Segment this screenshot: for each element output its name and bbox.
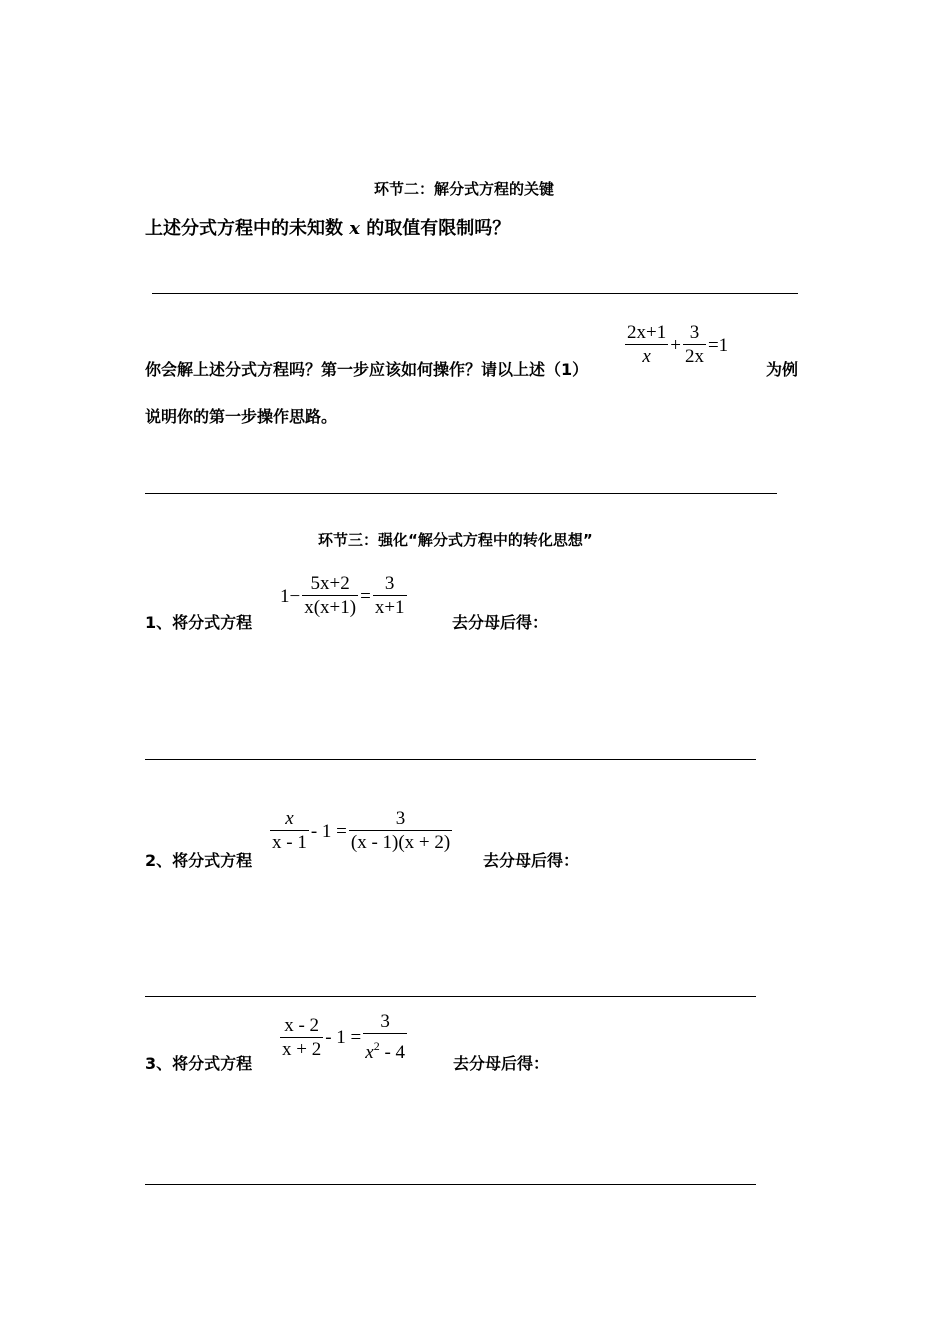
answer-line-2 [145, 493, 777, 494]
fraction-2 [683, 322, 706, 369]
question-variable-restriction [145, 214, 510, 240]
question2-line2: 说明你的第一步操作思路。 [145, 407, 338, 426]
item3-suffix: 去分母后得： [453, 1054, 550, 1073]
denominator: x+1 [374, 597, 405, 618]
numerator: 3 [689, 322, 700, 343]
fraction-2 [363, 1011, 407, 1065]
denominator: 2x [684, 346, 704, 367]
fraction-2 [373, 573, 407, 620]
question1-text-post: 的取值有限制吗？ [366, 218, 511, 239]
question2-suffix: 为例 [766, 360, 799, 379]
plus-sign: + [670, 334, 681, 356]
fraction-1 [302, 573, 358, 620]
numerator: x - 2 [284, 1014, 320, 1036]
section2-title: 环节二：解分式方程的关键 [374, 180, 555, 198]
minus-one-equals: - 1 = [325, 1027, 362, 1048]
equals-one: =1 [707, 334, 729, 356]
numerator: 3 [395, 808, 406, 829]
answer-line-5 [145, 1184, 756, 1185]
numerator: 5x+2 [310, 573, 350, 594]
denominator: (x - 1)(x + 2) [350, 832, 451, 853]
denominator: x + 2 [282, 1038, 322, 1060]
numerator: x [285, 808, 294, 829]
question1-variable: x [349, 218, 361, 239]
denominator-exponent: 2 [373, 1039, 380, 1053]
denominator: x [625, 344, 668, 369]
item3-prefix: 3、将分式方程 [145, 1054, 253, 1073]
equation-item-2 [270, 808, 452, 855]
fraction-2 [349, 808, 452, 855]
numerator: 3 [380, 1011, 390, 1032]
numerator: 3 [384, 573, 395, 594]
denominator: x - 1 [272, 832, 307, 853]
question1-text-pre: 上述分式方程中的未知数 [145, 218, 343, 239]
fraction-1 [270, 808, 309, 855]
equation-example-1 [625, 322, 730, 369]
item1-suffix: 去分母后得： [452, 613, 549, 632]
one-minus: 1− [280, 585, 301, 607]
denominator: x(x+1) [304, 597, 357, 618]
section3-title: 环节三：强化“解分式方程中的转化思想” [318, 531, 593, 549]
equals-sign: = [360, 585, 371, 607]
fraction-1 [625, 322, 668, 369]
equation-item-1 [278, 573, 407, 620]
fraction-1 [280, 1015, 323, 1062]
answer-line-3 [145, 759, 756, 760]
equation-item-3 [280, 1011, 407, 1065]
item2-suffix: 去分母后得： [483, 851, 580, 870]
answer-line-4 [145, 996, 756, 997]
denominator-base: x [365, 1042, 374, 1063]
denominator-rest: - 4 [379, 1042, 406, 1063]
minus-one-equals: - 1 = [310, 820, 347, 842]
answer-line-1 [152, 293, 798, 294]
item2-prefix: 2、将分式方程 [145, 851, 253, 870]
numerator: 2x+1 [627, 322, 667, 343]
denominator [363, 1033, 407, 1065]
item1-prefix: 1、将分式方程 [145, 613, 253, 632]
question2-line1: 你会解上述分式方程吗？第一步应该如何操作？请以上述（1） [145, 360, 589, 379]
